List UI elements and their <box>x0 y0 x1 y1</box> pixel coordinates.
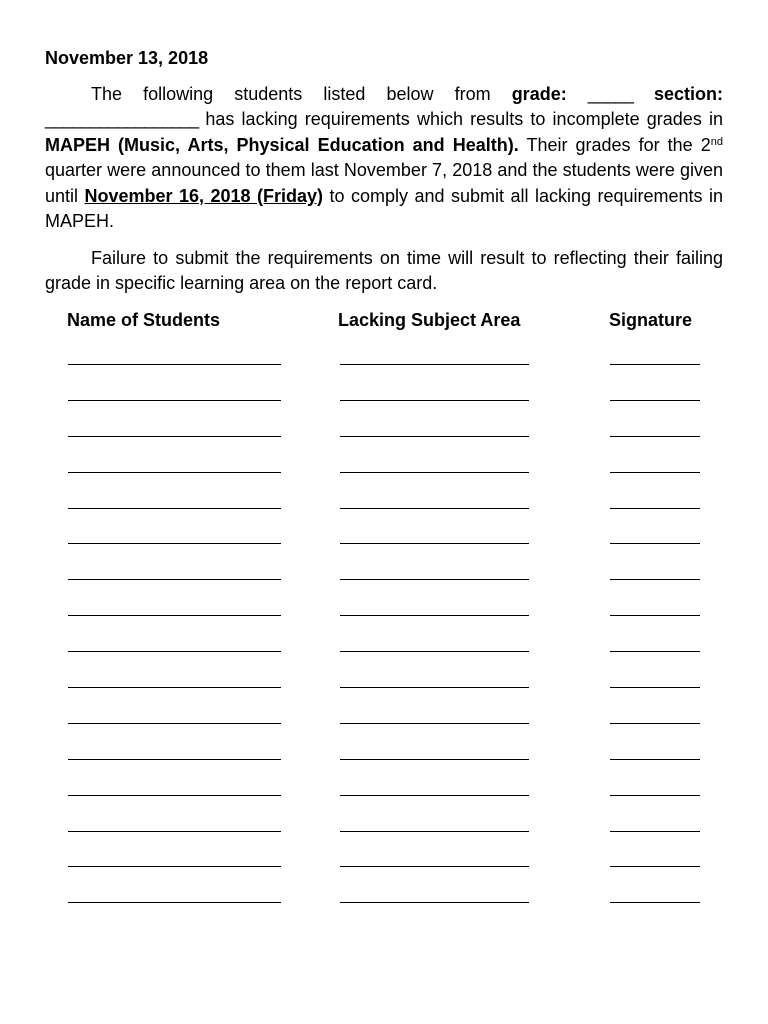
student-name-blank[interactable] <box>68 615 281 616</box>
section-label: section: <box>653 84 723 104</box>
grade-blank[interactable]: _____ <box>587 84 633 104</box>
student-rows <box>0 364 768 938</box>
signature-blank[interactable] <box>610 866 700 867</box>
lacking-subject-blank[interactable] <box>340 651 529 652</box>
body-text-3: Their grades for the 2 <box>518 134 711 155</box>
student-name-blank[interactable] <box>68 364 281 365</box>
signature-blank[interactable] <box>610 902 700 903</box>
table-row <box>0 615 768 651</box>
lacking-subject-blank[interactable] <box>340 615 529 616</box>
signature-blank[interactable] <box>610 795 700 796</box>
body-text-5: to comply and submit all lacking requirements in MAPEH. <box>45 185 723 232</box>
notice-paragraph-1 <box>45 82 723 234</box>
table-row <box>0 795 768 831</box>
lacking-subject-blank[interactable] <box>340 866 529 867</box>
table-row <box>0 831 768 867</box>
table-row <box>0 400 768 436</box>
body-text-4: quarter were announced to them last November 7, 2018 and the students were given until <box>45 160 723 206</box>
header-signature: Signature <box>609 310 693 330</box>
deadline-date: November 16, 2018 (Friday) <box>84 185 324 206</box>
student-name-blank[interactable] <box>68 902 281 903</box>
table-row <box>0 436 768 472</box>
student-name-blank[interactable] <box>68 795 281 796</box>
signature-blank[interactable] <box>610 579 700 580</box>
student-name-blank[interactable] <box>68 651 281 652</box>
student-name-blank[interactable] <box>68 759 281 760</box>
table-row <box>0 866 768 902</box>
table-row <box>0 759 768 795</box>
header-name-of-students: Name of Students <box>67 310 221 330</box>
signature-blank[interactable] <box>610 687 700 688</box>
signature-blank[interactable] <box>610 831 700 832</box>
lacking-subject-blank[interactable] <box>340 723 529 724</box>
student-name-blank[interactable] <box>68 687 281 688</box>
signature-blank[interactable] <box>610 723 700 724</box>
signature-blank[interactable] <box>610 364 700 365</box>
student-name-blank[interactable] <box>68 400 281 401</box>
student-name-blank[interactable] <box>68 866 281 867</box>
table-row <box>0 472 768 508</box>
student-name-blank[interactable] <box>68 472 281 473</box>
signature-blank[interactable] <box>610 400 700 401</box>
student-name-blank[interactable] <box>68 579 281 580</box>
lacking-subject-blank[interactable] <box>340 831 529 832</box>
table-row <box>0 579 768 615</box>
section-blank[interactable]: _________________ <box>45 109 199 130</box>
ordinal-suffix: nd <box>710 135 724 148</box>
lacking-subject-blank[interactable] <box>340 400 529 401</box>
student-name-blank[interactable] <box>68 508 281 509</box>
student-name-blank[interactable] <box>68 543 281 544</box>
lacking-subject-blank[interactable] <box>340 472 529 473</box>
lacking-subject-blank[interactable] <box>340 687 529 688</box>
lacking-subject-blank[interactable] <box>340 508 529 509</box>
subject-name: MAPEH (Music, Arts, Physical Education and Health). <box>45 134 519 155</box>
lacking-subject-blank[interactable] <box>340 543 529 544</box>
table-row <box>0 364 768 400</box>
signature-blank[interactable] <box>610 651 700 652</box>
table-row <box>0 508 768 544</box>
intro-text: The following students listed below from <box>91 84 512 104</box>
lacking-subject-blank[interactable] <box>340 759 529 760</box>
grade-label: grade: <box>511 84 567 104</box>
signature-blank[interactable] <box>610 615 700 616</box>
table-row <box>0 902 768 938</box>
signature-blank[interactable] <box>610 759 700 760</box>
student-name-blank[interactable] <box>68 831 281 832</box>
lacking-subject-blank[interactable] <box>340 795 529 796</box>
lacking-subject-blank[interactable] <box>340 364 529 365</box>
table-row <box>0 687 768 723</box>
signature-blank[interactable] <box>610 436 700 437</box>
lacking-subject-blank[interactable] <box>340 579 529 580</box>
signature-blank[interactable] <box>610 472 700 473</box>
student-name-blank[interactable] <box>68 436 281 437</box>
table-row <box>0 543 768 579</box>
table-row <box>0 651 768 687</box>
body-text-2: has lacking requirements which results to incomplete grades in <box>198 109 723 130</box>
signature-blank[interactable] <box>610 543 700 544</box>
signature-blank[interactable] <box>610 508 700 509</box>
notice-paragraph-2: Failure to submit the requirements on time will result to reflecting their failing grade in specific learning area on the report card. <box>45 248 723 294</box>
notice-date: November 13, 2018 <box>45 48 209 68</box>
table-row <box>0 723 768 759</box>
lacking-subject-blank[interactable] <box>340 436 529 437</box>
lacking-subject-blank[interactable] <box>340 902 529 903</box>
header-lacking-subject-area: Lacking Subject Area <box>338 310 521 330</box>
student-name-blank[interactable] <box>68 723 281 724</box>
